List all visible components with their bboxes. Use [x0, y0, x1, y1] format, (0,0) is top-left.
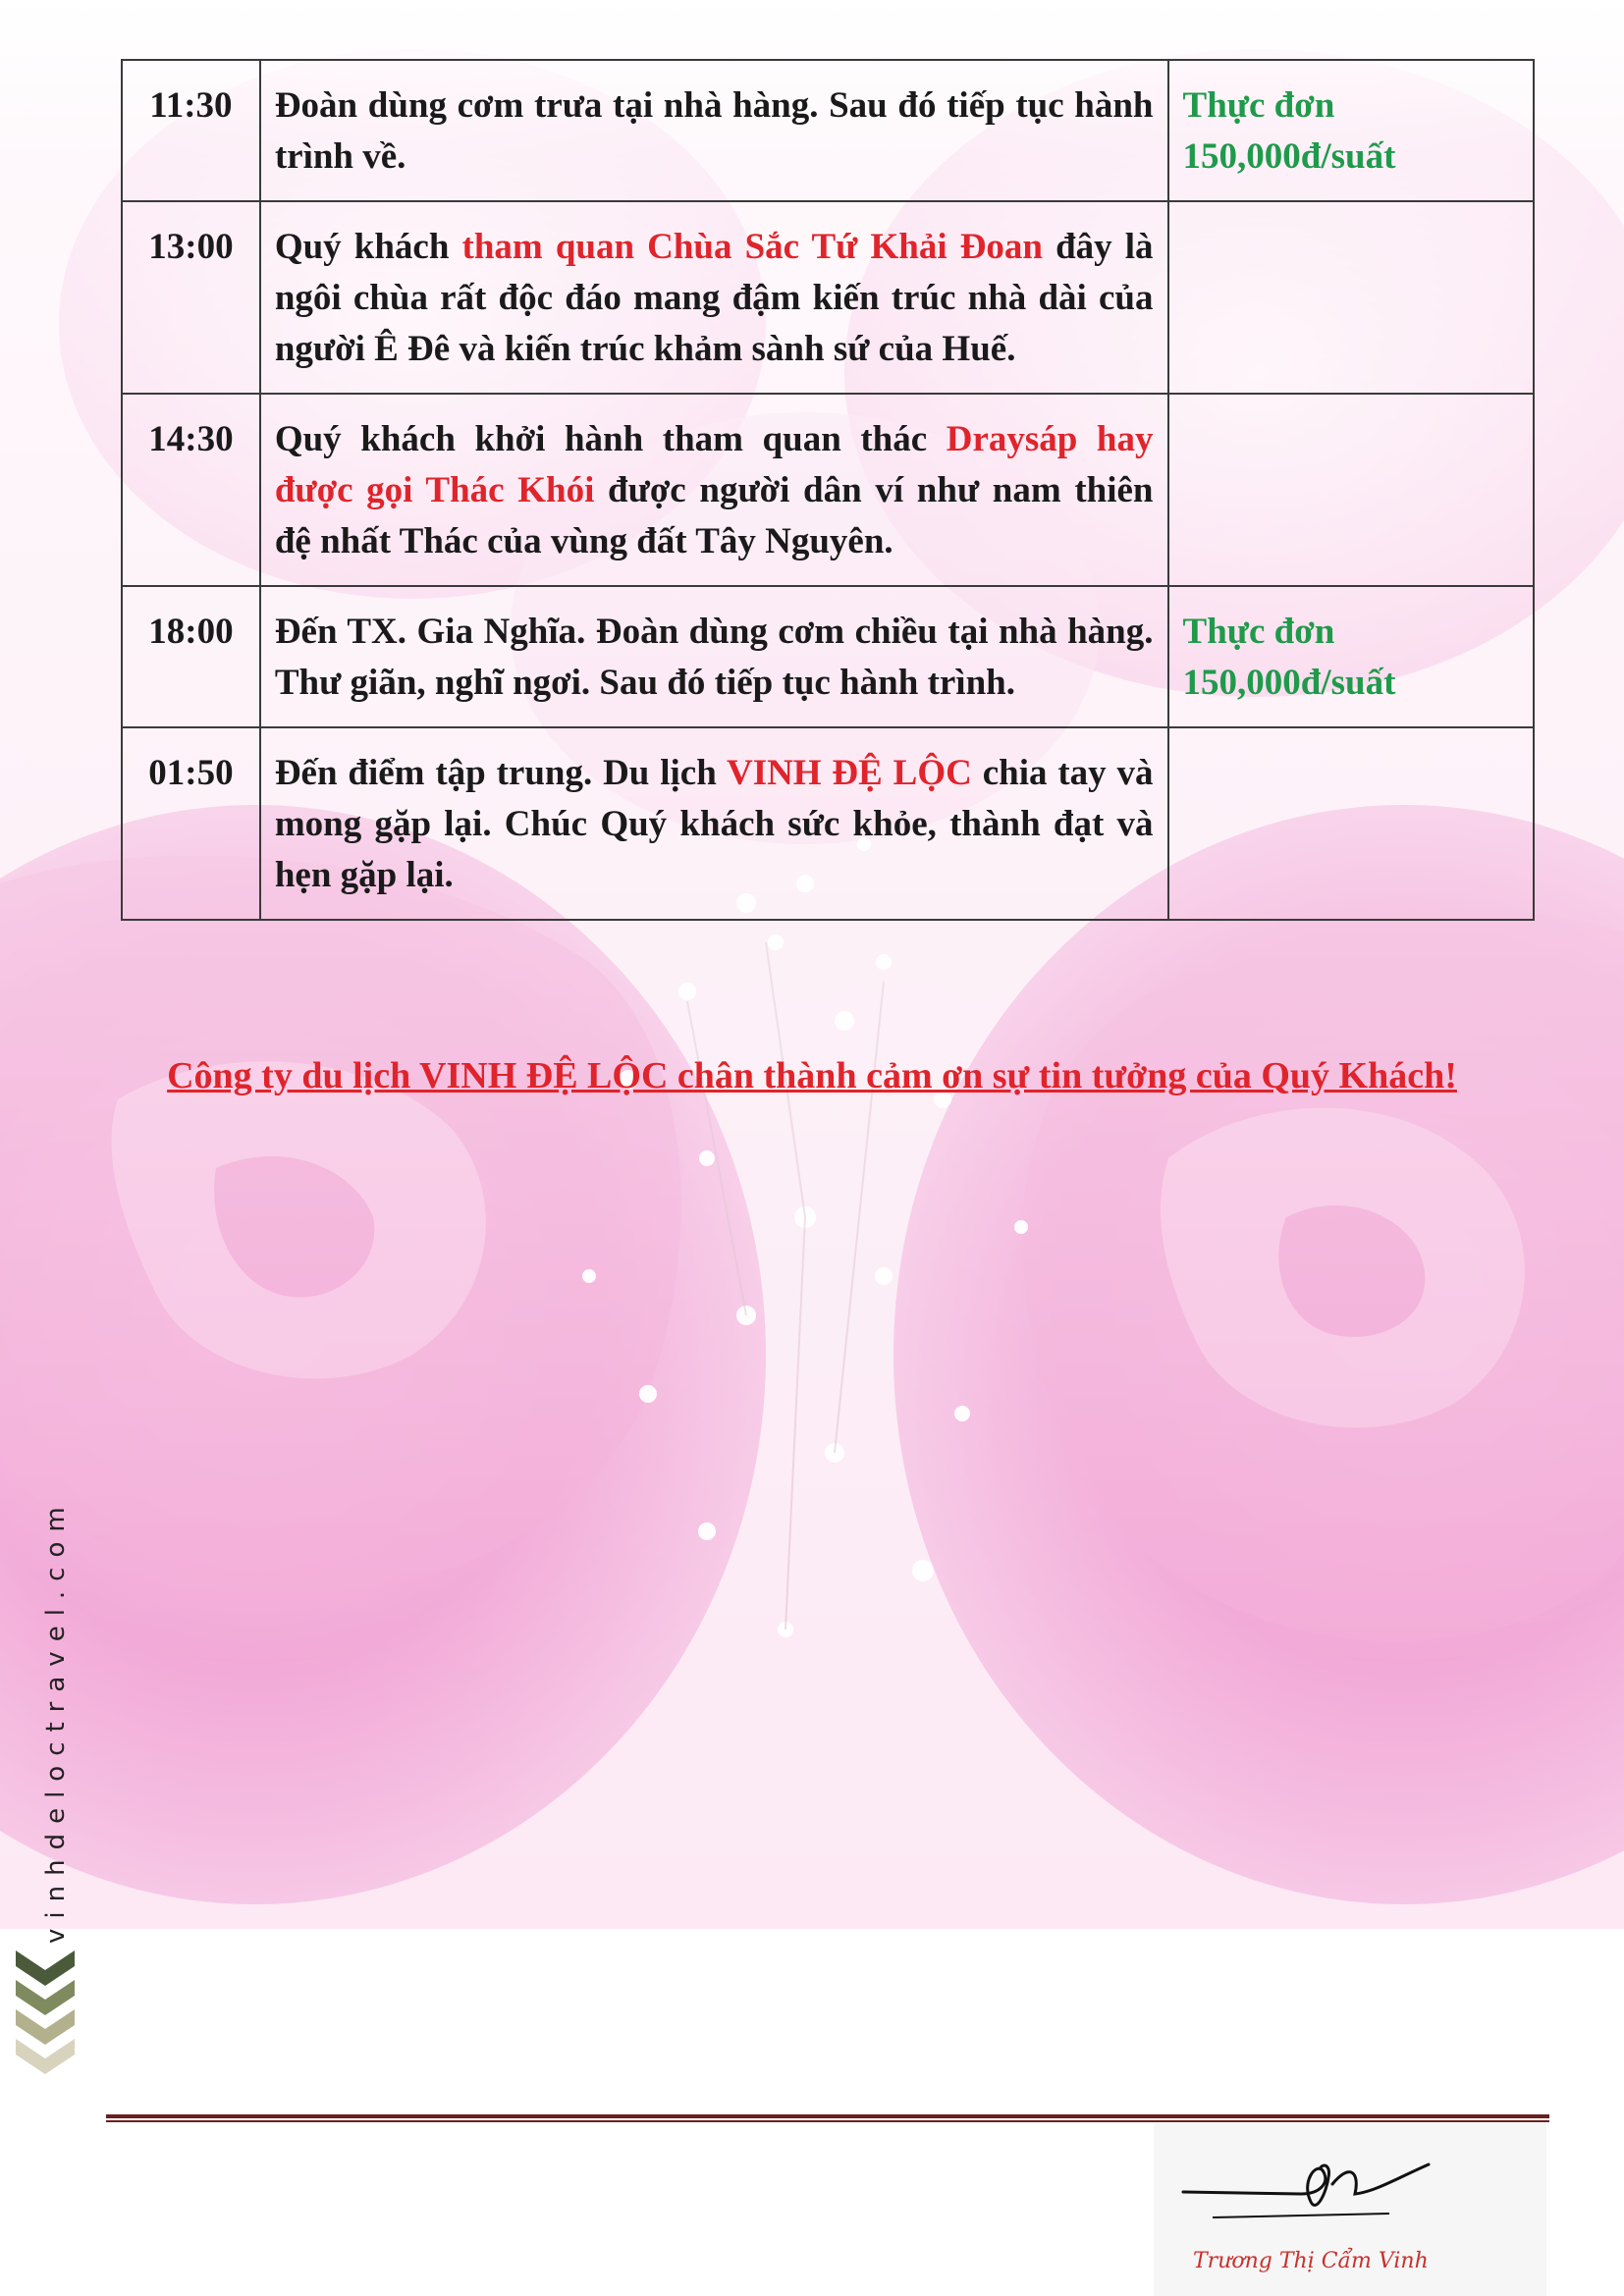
description-text: Đoàn dùng cơm trưa tại nhà hàng. Sau đó tiếp tục hành trình về.: [274, 85, 1154, 177]
description-text: được người dân ví như nam thiên đệ nhất Thác của vùng đất Tây Nguyên.: [274, 470, 1154, 561]
description-text: Quý khách: [274, 227, 462, 267]
description-text: Quý khách khởi hành tham quan thác: [274, 419, 947, 459]
table-row: [122, 586, 1534, 727]
table-row: [122, 60, 1534, 201]
itinerary-table: [121, 59, 1535, 921]
table-row: [122, 727, 1534, 920]
description-text: đây là ngôi chùa rất độc đáo mang đậm kiến trúc nhà dài của người Ê Đê và kiến trúc khảm sành sứ của Huế.: [274, 227, 1154, 369]
activity-description: [260, 201, 1168, 394]
website-url[interactable]: vinhdeloctravel.com: [41, 1497, 71, 1944]
table-row: [122, 394, 1534, 586]
table-row: [122, 201, 1534, 394]
thank-you-message: Công ty du lịch VINH ĐỆ LỘC chân thành cảm ơn sự tin tưởng của Quý Khách!: [167, 1055, 1457, 1096]
time-cell: 13:00: [122, 201, 260, 394]
time-cell: 01:50: [122, 727, 260, 920]
highlight-text: Draysáp hay được gọi Thác Khói: [274, 419, 1154, 510]
menu-note: [1168, 727, 1534, 920]
description-text: Đến TX. Gia Nghĩa. Đoàn dùng cơm chiều tại nhà hàng. Thư giãn, nghĩ ngơi. Sau đó tiếp tục hành trình.: [274, 612, 1154, 703]
activity-description: [260, 60, 1168, 201]
menu-note: Thực đơn 150,000đ/suất: [1168, 60, 1534, 201]
description-text: Đến điểm tập trung. Du lịch: [274, 753, 727, 793]
menu-note: [1168, 201, 1534, 394]
highlight-text: VINH ĐỆ LỘC: [726, 753, 972, 793]
menu-note: [1168, 394, 1534, 586]
chevron-down-icon: [12, 1949, 81, 2076]
activity-description: [260, 727, 1168, 920]
signature-icon: [1154, 2123, 1546, 2251]
activity-description: [260, 586, 1168, 727]
time-cell: 18:00: [122, 586, 260, 727]
description-text: chia tay và mong gặp lại. Chúc Quý khách sức khỏe, thành đạt và hẹn gặp lại.: [274, 753, 1154, 895]
time-cell: 11:30: [122, 60, 260, 201]
menu-note: Thực đơn 150,000đ/suất: [1168, 586, 1534, 727]
time-cell: 14:30: [122, 394, 260, 586]
signature-block: [1154, 2123, 1546, 2296]
highlight-text: tham quan Chùa Sắc Tứ Khải Đoan: [461, 227, 1043, 267]
activity-description: [260, 394, 1168, 586]
signature-name: Trương Thị Cẩm Vinh: [1193, 2249, 1429, 2273]
footer-rule: [106, 2114, 1549, 2122]
